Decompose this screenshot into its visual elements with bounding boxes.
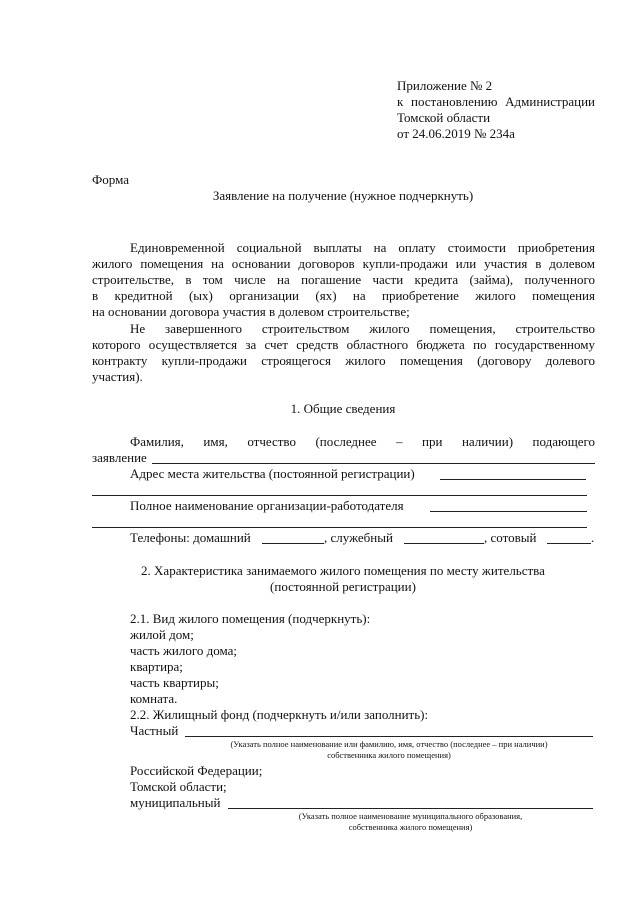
fund-private-hint-2: собственника жилого помещения) bbox=[327, 750, 451, 760]
section-2-heading-line-2: (постоянной регистрации) bbox=[270, 579, 416, 594]
fund-rf-label[interactable]: Российской Федерации; bbox=[130, 763, 263, 778]
fund-municipal-hint-2: собственника жилого помещения) bbox=[348, 822, 473, 832]
fund-municipal-label[interactable]: муниципальный bbox=[130, 795, 221, 810]
phone-home-field[interactable] bbox=[262, 543, 324, 544]
employer-label: Полное наименование организации-работодателя bbox=[130, 498, 404, 513]
section-1-heading: 1. Общие сведения bbox=[290, 401, 396, 416]
fund-private-field[interactable] bbox=[185, 736, 593, 737]
appendix-line-2-mid: постановлению bbox=[411, 94, 498, 109]
option-2-line-2: которого осуществляется за счет средств областного бюджета по государственному bbox=[92, 337, 595, 352]
housing-fund-heading: 2.2. Жилищный фонд (подчеркнуть и/или заполнить): bbox=[130, 707, 429, 722]
phone-work-label: , служебный bbox=[324, 530, 393, 545]
phones-label: Телефоны: домашний bbox=[130, 530, 251, 545]
section-2-heading-line-1: 2. Характеристика занимаемого жилого помещения по месту жительства bbox=[141, 563, 545, 578]
page-title: Заявление на получение (нужное подчеркнуть) bbox=[212, 188, 474, 203]
option-1-line-4: в кредитной (ых) организации (ях) на приобретение жилого помещения bbox=[92, 288, 595, 303]
address-field-1[interactable] bbox=[440, 479, 586, 480]
fund-tomsk-label[interactable]: Томской области; bbox=[130, 779, 227, 794]
option-2-line-4: участия). bbox=[92, 369, 143, 384]
option-1-line-2: жилого помещения на основании договоров купли-продажи или участия в долевом bbox=[92, 256, 595, 271]
form-label: Форма bbox=[92, 172, 129, 187]
fio-label-line-2: заявление bbox=[92, 450, 147, 465]
phones-end: . bbox=[591, 530, 595, 545]
address-field-2[interactable] bbox=[92, 495, 587, 496]
option-1-line-3: строительстве, в том числе на погашение части кредита (займа), полученного bbox=[92, 272, 595, 287]
phone-work-field[interactable] bbox=[404, 543, 484, 544]
appendix-line-4: от 24.06.2019 № 234а bbox=[397, 126, 515, 141]
option-2-line-1: Не завершенного строительством жилого помещения, строительство bbox=[130, 321, 595, 336]
appendix-line-2-left: к bbox=[397, 94, 404, 109]
fio-field[interactable] bbox=[152, 463, 595, 464]
appendix-line-3: Томской области bbox=[397, 110, 491, 125]
housing-type-part-house[interactable]: часть жилого дома; bbox=[130, 643, 238, 658]
housing-type-heading: 2.1. Вид жилого помещения (подчеркнуть): bbox=[130, 611, 371, 626]
appendix-line-2 bbox=[397, 94, 595, 110]
fund-private-label[interactable]: Частный bbox=[130, 723, 179, 738]
housing-type-house[interactable]: жилой дом; bbox=[130, 627, 194, 642]
appendix-line-2-right: Администрации bbox=[505, 94, 595, 109]
fund-municipal-field[interactable] bbox=[228, 808, 593, 809]
phone-mobile-field[interactable] bbox=[547, 543, 591, 544]
employer-field-1[interactable] bbox=[430, 511, 587, 512]
housing-type-apartment[interactable]: квартира; bbox=[130, 659, 183, 674]
fund-private-hint-1: (Указать полное наименование или фамилию, имя, отчество (последнее – при наличии) bbox=[230, 739, 548, 749]
phone-mobile-label: , сотовый bbox=[484, 530, 537, 545]
housing-type-room[interactable]: комната. bbox=[130, 691, 178, 706]
fund-municipal-hint-1: (Указать полное наименование муниципального образования, bbox=[298, 811, 523, 821]
option-2-line-3: контракту купли-продажи строящегося жилого помещения (договору долевого bbox=[92, 353, 595, 368]
option-1-line-1: Единовременной социальной выплаты на оплату стоимости приобретения bbox=[130, 240, 595, 255]
option-1-line-5: на основании договора участия в долевом строительстве; bbox=[92, 304, 410, 319]
fio-label-line-1: Фамилия, имя, отчество (последнее – при наличии) подающего bbox=[130, 434, 595, 449]
appendix-line-1: Приложение № 2 bbox=[397, 78, 493, 93]
employer-field-2[interactable] bbox=[92, 527, 587, 528]
address-label: Адрес места жительства (постоянной регистрации) bbox=[130, 466, 415, 481]
housing-type-part-apartment[interactable]: часть квартиры; bbox=[130, 675, 219, 690]
